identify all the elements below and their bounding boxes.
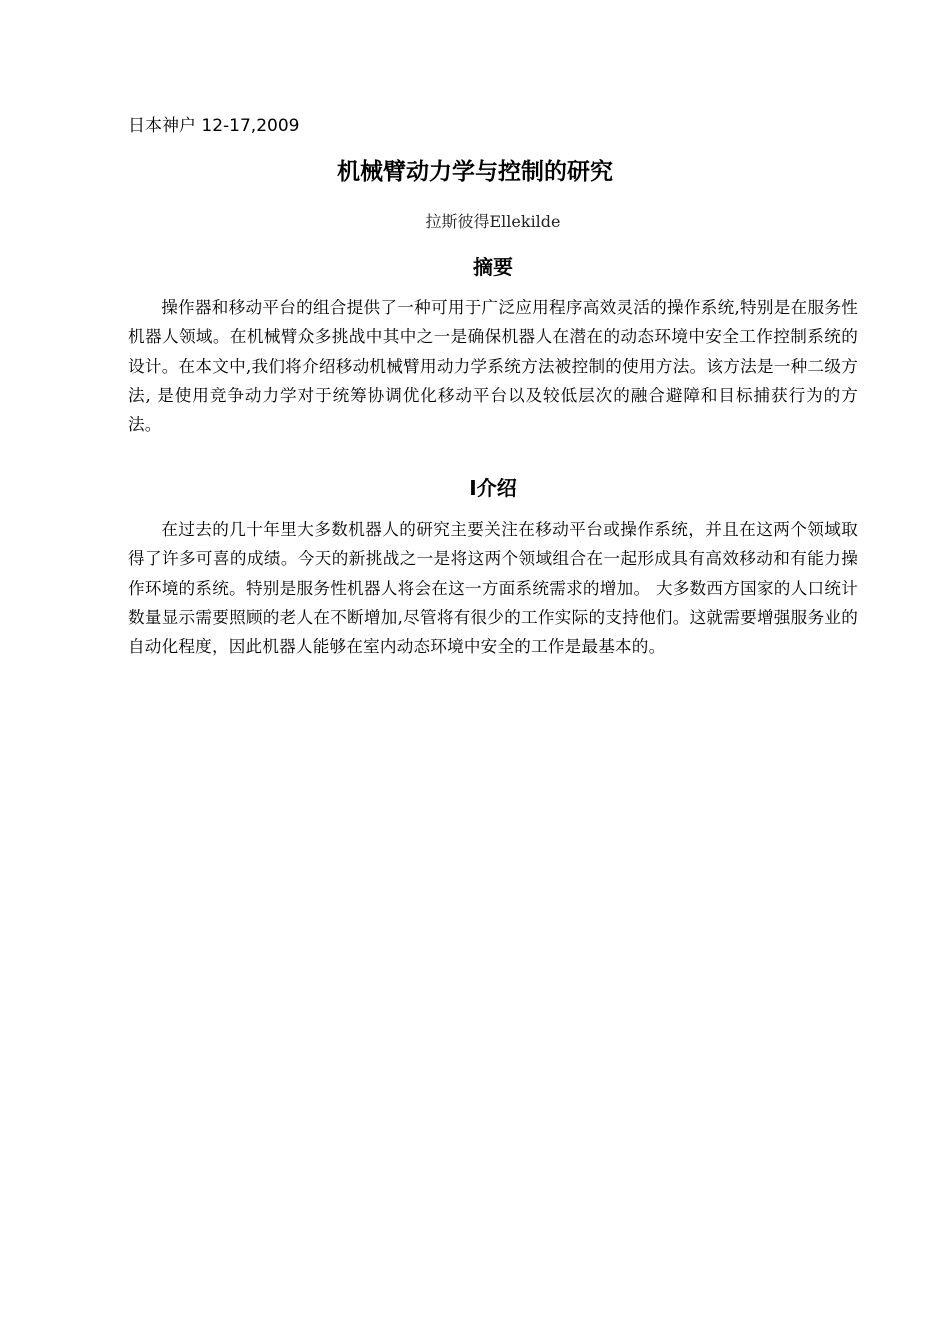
introduction-paragraph: 在过去的几十年里大多数机器人的研究主要关注在移动平台或操作系统，并且在这两个领域取得了许多可喜的成绩。今天的新挑战之一是将这两个领域组合在一起形成具有高效移动和有能力操作环境的系统。特别是服务性机器人将会在这一方面系统需求的增加。 大多数西方国家的人口统计数量显示需要照顾的老人在不断增加,尽管将有很少的工作实际的支持他们。这就需要增强服务业的自动化程度，因此机器人能够在室内动态环境中安全的工作是最基本的。 — [128, 520, 858, 657]
introduction-heading: I介绍 — [469, 476, 517, 500]
conference-header: 日本神户 12-17,2009 — [128, 116, 300, 136]
author-line: 拉斯彼得Ellekilde — [425, 212, 561, 231]
abstract-heading: 摘要 — [473, 255, 513, 279]
abstract-paragraph: 操作器和移动平台的组合提供了一种可用于广泛应用程序高效灵活的操作系统,特别是在服务性机器人领域。在机械臂众多挑战中其中之一是确保机器人在潜在的动态环境中安全工作控制系统的设计。在本文中,我们将介绍移动机械臂用动力学系统方法被控制的使用方法。该方法是一种二级方法, 是使用竞争动力学对于统筹协调优化移动平台以及较低层次的融合避障和目标捕获行为的方法。 — [128, 298, 858, 435]
paper-title: 机械臂动力学与控制的研究 — [337, 159, 613, 185]
